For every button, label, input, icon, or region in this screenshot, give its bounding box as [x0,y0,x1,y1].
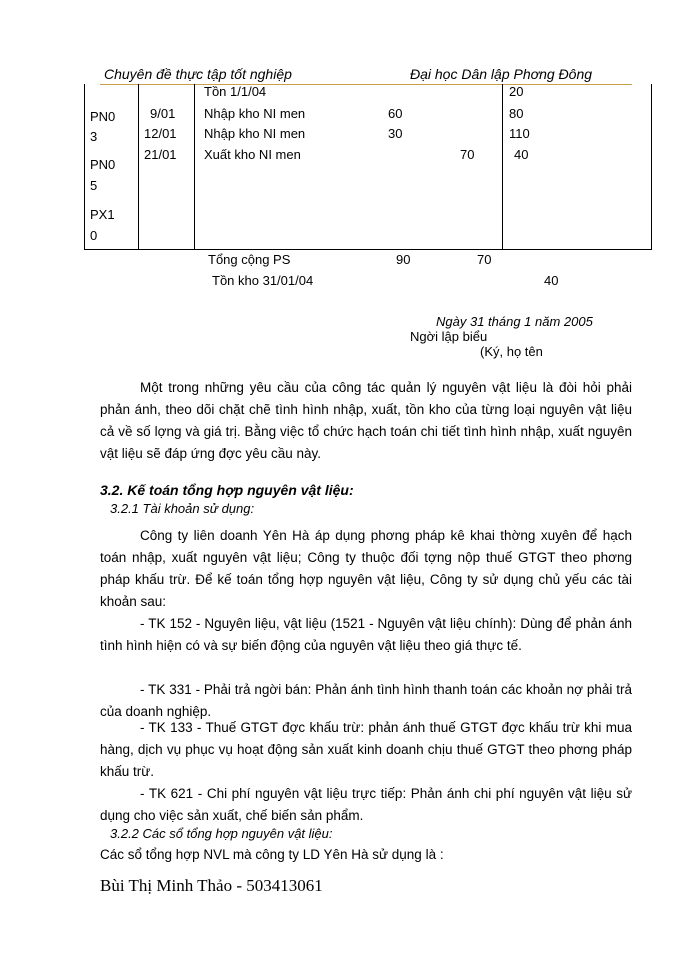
signature-role: Ngời lập biểu [410,329,488,344]
voucher-code-line: PN0 [90,157,116,172]
voucher-code-line: 5 [90,178,98,193]
ledger-row-desc: Nhập kho NI men [204,106,306,121]
account-item: - TK 152 - Nguyên liệu, vật liệu (1521 - Nguyên vật liệu chính): Dùng để phản ánh tình hình hiện có và sự biến động của nguyên vật liệu theo giá thực tế. [100,616,632,653]
ledger-row-balance: 110 [509,126,530,141]
ledger-col-divider [138,84,139,250]
ledger-border-left [84,84,85,250]
ledger-row-out: 70 [460,147,475,162]
footer-author: Bùi Thị Minh Thảo - 503413061 [100,876,323,895]
account-item: - TK 621 - Chi phí nguyên vật liệu trực tiếp: Phản ánh chi phí nguyên vật liệu sử dụng cho việc sản xuất, chế biến sản phẩm. [100,786,632,823]
signature-date: Ngày 31 tháng 1 năm 2005 [436,314,593,329]
subsection-heading: 3.2.1 Tài khoản sử dụng: [110,501,255,516]
ledger-closing-label: Tồn kho 31/01/04 [212,273,314,288]
ledger-row-date: 9/01 [150,106,176,121]
signature-sign: (Ký, họ tên [480,344,543,359]
ledger-row-desc: Nhập kho NI men [204,126,306,141]
ledger-row-date: 21/01 [144,147,177,162]
ledger-total-out: 70 [477,252,492,267]
ledger-row-balance: 40 [514,147,529,162]
running-header-left: Chuyên đề thực tập tốt nghiệp [104,66,292,82]
section-heading: 3.2. Kế toán tổng hợp nguyên vật liệu: [100,482,354,498]
ledger-border-right [651,84,652,250]
voucher-code-line: PN0 [90,109,116,124]
subsection-heading: 3.2.2 Các sổ tổng hợp nguyên vật liệu: [110,826,333,841]
ledger-total-label: Tổng cộng PS [208,252,291,267]
ledger-row-balance: 80 [509,106,524,121]
ledger-opening-balance: 20 [509,84,524,99]
body-line: Các sổ tổng hợp NVL mà công ty LD Yên Hà sử dụng là : [100,847,444,862]
ledger-row-date: 12/01 [144,126,177,141]
running-header-right: Đại học Dân lập Phơng Đông [410,66,593,82]
account-item: - TK 331 - Phải trả ngời bán: Phản ánh tình hình thanh toán các khoản nợ phải trả của doanh nghiệp. [100,682,632,719]
ledger-border-bottom [84,249,652,250]
voucher-code-line: 0 [90,228,98,243]
ledger-row-desc: Xuất kho NI men [204,147,301,162]
voucher-code-line: 3 [90,129,98,144]
ledger-col-divider [194,84,195,250]
ledger-table [84,84,652,250]
body-paragraph: Một trong những yêu cầu của công tác quản lý nguyên vật liệu là đòi hỏi phải phản ánh, theo dõi chặt chẽ tình hình nhập, xuất, tồn kho của từng loại nguyên vật liệu cả về số lợng và giá trị. Bằng việc tổ chức hạch toán chi tiết tình hình nhập, xuất nguyên vật liệu sẽ đáp ứng đợc yêu cầu này. [100,380,632,461]
ledger-total-in: 90 [396,252,411,267]
ledger-col-divider [502,84,503,250]
ledger-row-in: 60 [388,106,403,121]
account-item: - TK 133 - Thuế GTGT đợc khấu trừ: phản ánh thuế GTGT đợc khấu trừ khi mua hàng, dịch vụ phục vụ hoạt động sản xuất kinh doanh chịu thuế GTGT theo phơng pháp khấu trừ. [100,720,632,779]
ledger-row-in: 30 [388,126,403,141]
ledger-closing-balance: 40 [544,273,559,288]
body-paragraph: Công ty liên doanh Yên Hà áp dụng phơng pháp kê khai thờng xuyên để hạch toán nhập, xuất nguyên vật liệu; Công ty thuộc đối tợng nộp thuế GTGT theo phơng pháp khấu trừ. Để kế toán tổng hợp nguyên vật liệu, Công ty sử dụng chủ yếu các tài khoản sau: [100,528,632,609]
ledger-opening-desc: Tồn 1/1/04 [204,84,267,99]
voucher-code-line: PX1 [90,207,115,222]
